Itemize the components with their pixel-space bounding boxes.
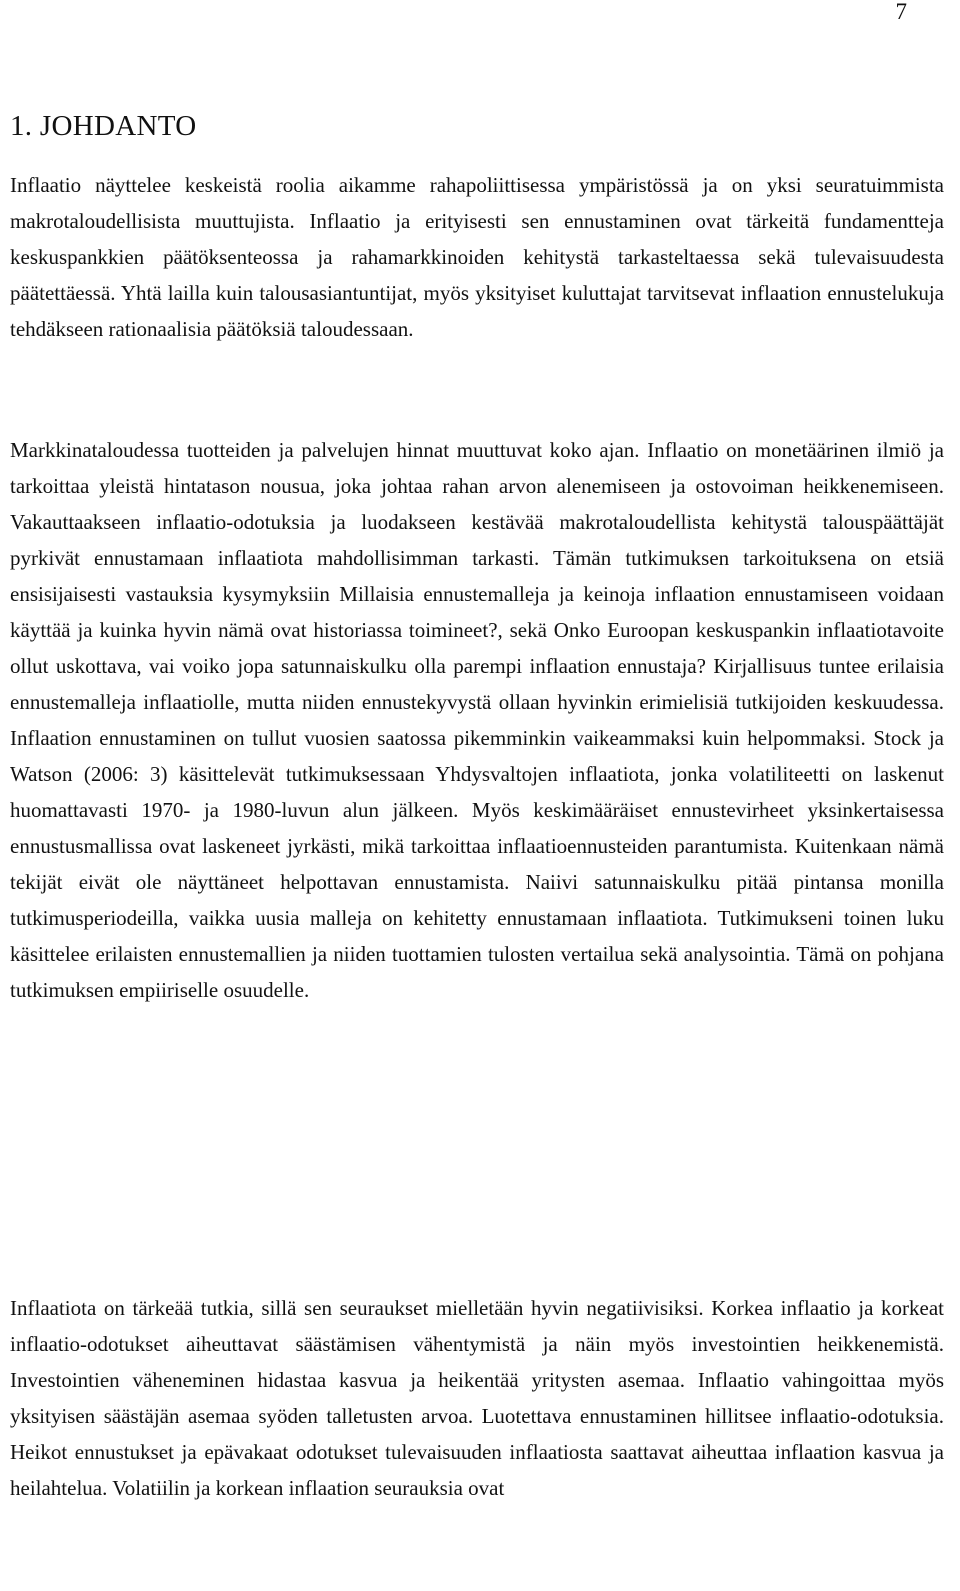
paragraph-research-purpose: Markkinataloudessa tuotteiden ja palvelujen hinnat muuttuvat koko ajan. Inflaatio on monetäärinen ilmiö ja tarkoittaa yleistä hintatason nousua, joka johtaa rahan arvon alenemiseen ja ostovoiman heikkenemiseen. Vakauttaakseen inflaatio-odotuksia ja luodakseen kestävää makrotaloudellista kehitystä talouspäättäjät pyrkivät ennustamaan inflaatiota mahdollisimman tarkasti. Tämän tutkimuksen tarkoituksena on etsiä ensisijaisesti vastauksia kysymyksiin Millaisia ennustemalleja ja keinoja inflaation ennustamiseen voidaan käyttää ja kuinka hyvin nämä ovat historiassa toimineet?, sekä Onko Euroopan keskuspankin inflaatiotavoite ollut uskottava, vai voiko jopa satunnaiskulku olla parempi inflaation ennustaja? Kirjallisuus tuntee erilaisia ennustemalleja inflaatiolle, mutta niiden ennustekyvystä ollaan hyvinkin erimielisiä tutkijoiden keskuudessa. Inflaation ennustaminen on tullut vuosien saatossa pikemminkin vaikeammaksi kuin helpommaksi. Stock ja Watson (2006: 3) käsittelevät tutkimuksessaan Yhdysvaltojen inflaatiota, jonka volatiliteetti on laskenut huomattavasti 1970- ja 1980-luvun alun jälkeen. Myös keskimääräiset ennustevirheet yksinkertaisessa ennustusmallissa ovat laskeneet jyrkästi, mikä tarkoittaa inflaatioennusteiden parantumista. Kuitenkaan nämä tekijät eivät ole näyttäneet helpottavan ennustamista. Naiivi satunnaiskulku pitää pintansa monilla tutkimusperiodeilla, vaikka uusia malleja on kehitetty ennustamaan inflaatiota. Tutkimukseni toinen luku käsittelee erilaisten ennustemallien ja niiden tuottamien tulosten vertailua sekä analysointia. Tämä on pohjana tutkimuksen empiiriselle osuudelle. <box>10 438 944 1002</box>
paragraph-introduction: Inflaatio näyttelee keskeistä roolia aikamme rahapoliittisessa ympäristössä ja on yksi seuratuimmista makrotaloudellisista muuttujista. Inflaatio ja erityisesti sen ennustaminen ovat tärkeitä fundamentteja keskuspankkien päätöksenteossa ja rahamarkkinoiden kehitystä tarkasteltaessa sekä tulevaisuudesta päätettäessä. Yhtä lailla kuin talousasiantuntijat, myös yksityiset kuluttajat tarvitsevat inflaation ennustelukuja tehdäkseen rationaalisia päätöksiä taloudessaan. <box>10 173 944 341</box>
page-number: 7 <box>895 0 907 24</box>
paragraph-inflation-consequences: Inflaatiota on tärkeää tutkia, sillä sen seuraukset mielletään hyvin negatiivisiksi. Korkea inflaatio ja korkeat inflaatio-odotukset aiheuttavat säästämisen vähentymistä ja näin myös investointien heikkenemistä. Investointien väheneminen hidastaa kasvua ja heikentää yritysten asemaa. Inflaatio vahingoittaa myös yksityisen säästäjän asemaa syöden talletusten arvoa. Luotettava ennustaminen hillitsee inflaatio-odotuksia. Heikot ennustukset ja epävakaat odotukset tulevaisuuden inflaatiosta saattavat aiheuttaa inflaation kasvua ja heilahtelua. Volatiilin ja korkean inflaation seurauksia ovat <box>10 1296 944 1500</box>
chapter-heading: 1. JOHDANTO <box>10 110 197 142</box>
